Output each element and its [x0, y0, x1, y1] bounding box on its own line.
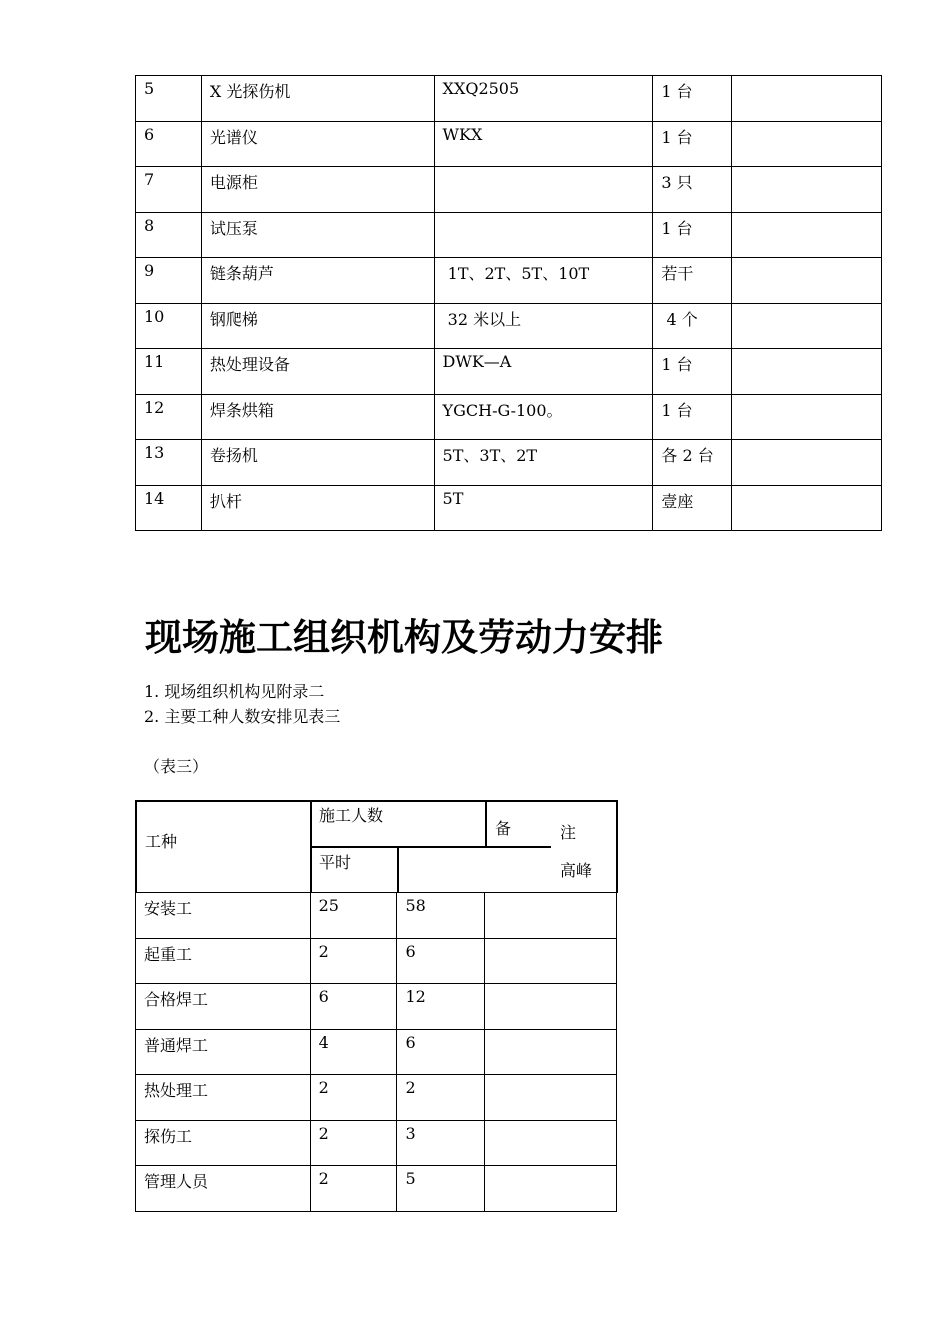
labor-remark-cell	[485, 1120, 617, 1166]
equipment-qty: 4 个	[661, 309, 698, 329]
equipment-qty-cell	[653, 440, 732, 486]
labor-table-header	[135, 800, 617, 893]
equipment-note-cell	[732, 258, 882, 304]
labor-trade-cell	[136, 1120, 311, 1166]
equipment-qty-cell	[653, 167, 732, 213]
equipment-name-cell	[201, 76, 434, 122]
equipment-model: 1T、2T、5T、10T	[442, 264, 590, 283]
labor-remark	[485, 1121, 616, 1124]
equipment-model-cell	[434, 76, 653, 122]
equipment-model-cell	[434, 303, 653, 349]
labor-peak-cell	[397, 1120, 485, 1166]
labor-normal-cell	[310, 1166, 397, 1212]
table-row	[136, 303, 882, 349]
labor-normal-cell	[310, 893, 397, 939]
table-row	[136, 167, 882, 213]
labor-remark	[485, 893, 616, 896]
equipment-note	[732, 258, 881, 261]
equipment-qty-cell	[653, 349, 732, 395]
equipment-note	[732, 395, 881, 398]
labor-trade-cell	[136, 984, 311, 1030]
equipment-name-cell	[201, 212, 434, 258]
equipment-name-cell	[201, 349, 434, 395]
equipment-name: 钢爬梯	[209, 309, 258, 329]
equipment-no-cell	[136, 440, 202, 486]
equipment-no: 11	[144, 352, 165, 371]
labor-normal-cell	[310, 1029, 397, 1075]
labor-normal-cell	[310, 1120, 397, 1166]
labor-normal: 4	[318, 1032, 329, 1052]
labor-trade: 普通焊工	[144, 1035, 209, 1055]
equipment-qty-cell	[653, 303, 732, 349]
labor-trade-cell	[136, 1166, 311, 1212]
equipment-model-cell	[434, 394, 653, 440]
labor-remark	[485, 1030, 616, 1033]
equipment-note-cell	[732, 394, 882, 440]
equipment-note-cell	[732, 121, 882, 167]
labor-remark-cell	[485, 984, 617, 1030]
equipment-model-cell	[434, 440, 653, 486]
equipment-qty: 1 台	[661, 218, 693, 238]
equipment-no-cell	[136, 167, 202, 213]
section-title: 现场施工组织机构及劳动力安排	[145, 616, 663, 659]
equipment-name-cell	[201, 440, 434, 486]
equipment-model	[435, 167, 653, 170]
labor-trade: 起重工	[144, 944, 193, 964]
equipment-no: 13	[144, 443, 165, 462]
labor-remark	[485, 984, 616, 987]
equipment-no: 5	[144, 79, 155, 98]
table-row	[136, 1029, 617, 1075]
labor-remark	[485, 1166, 616, 1169]
equipment-no: 8	[144, 215, 155, 235]
equipment-note	[732, 486, 881, 489]
equipment-qty: 3 只	[661, 173, 693, 192]
equipment-no-cell	[136, 394, 202, 440]
equipment-qty-cell	[653, 212, 732, 258]
equipment-no-cell	[136, 303, 202, 349]
header-trade: 工种	[145, 832, 178, 851]
equipment-model	[435, 213, 653, 216]
equipment-name-cell	[201, 303, 434, 349]
equipment-model-cell	[434, 349, 653, 395]
equipment-no-cell	[136, 76, 202, 122]
header-workers: 施工人数	[319, 806, 384, 825]
table-row	[136, 1166, 617, 1212]
equipment-note	[732, 213, 881, 216]
labor-trade-cell	[136, 938, 311, 984]
labor-normal-cell	[310, 1075, 397, 1121]
equipment-note-cell	[732, 167, 882, 213]
equipment-model: WKX	[442, 124, 483, 144]
header-peak: 高峰	[560, 861, 593, 880]
equipment-name-cell	[201, 121, 434, 167]
labor-normal: 25	[318, 896, 339, 915]
equipment-name-cell	[201, 258, 434, 304]
equipment-no: 9	[144, 261, 155, 280]
equipment-note-cell	[732, 485, 882, 531]
equipment-name: 电源柜	[209, 173, 258, 192]
equipment-model: XXQ2505	[442, 79, 520, 98]
equipment-qty: 1 台	[661, 355, 693, 374]
table-row	[136, 938, 617, 984]
labor-normal: 2	[318, 941, 329, 961]
labor-remark-cell	[485, 938, 617, 984]
equipment-note	[732, 167, 881, 170]
table-caption: （表三）	[144, 757, 209, 776]
equipment-note	[732, 76, 881, 79]
equipment-model: 5T、3T、2T	[442, 446, 538, 465]
equipment-qty-cell	[653, 258, 732, 304]
table-row	[136, 258, 882, 304]
equipment-qty-cell	[653, 485, 732, 531]
labor-remark-cell	[485, 1075, 617, 1121]
table-row	[136, 394, 882, 440]
equipment-no-cell	[136, 349, 202, 395]
labor-peak: 6	[405, 941, 416, 961]
equipment-table	[135, 75, 882, 531]
equipment-model: 32 米以上	[442, 309, 522, 329]
labor-remark	[485, 939, 616, 942]
equipment-model-cell	[434, 485, 653, 531]
table-row	[136, 349, 882, 395]
equipment-note	[732, 304, 881, 307]
equipment-model-cell	[434, 258, 653, 304]
labor-trade: 合格焊工	[144, 990, 209, 1009]
labor-normal: 2	[318, 1078, 329, 1097]
labor-peak: 12	[405, 987, 426, 1006]
labor-table-body	[136, 893, 617, 1212]
table-row	[136, 1120, 617, 1166]
equipment-no: 6	[144, 124, 155, 144]
equipment-note-cell	[732, 212, 882, 258]
labor-normal-cell	[310, 938, 397, 984]
labor-remark-cell	[485, 1029, 617, 1075]
labor-trade-cell	[136, 1029, 311, 1075]
equipment-no: 12	[144, 397, 165, 417]
labor-trade: 热处理工	[144, 1081, 209, 1100]
equipment-model-cell	[434, 121, 653, 167]
equipment-name: 卷扬机	[209, 446, 258, 465]
header-remark-1: 备	[495, 819, 512, 838]
equipment-qty-cell	[653, 121, 732, 167]
equipment-no-cell	[136, 258, 202, 304]
equipment-qty: 若干	[661, 264, 694, 283]
equipment-qty: 1 台	[661, 127, 693, 147]
labor-peak: 6	[405, 1032, 416, 1052]
equipment-name: 链条葫芦	[209, 264, 274, 283]
labor-peak-cell	[397, 893, 485, 939]
labor-peak-cell	[397, 1166, 485, 1212]
equipment-model-cell	[434, 212, 653, 258]
equipment-name-cell	[201, 485, 434, 531]
equipment-model: YGCH-G-100。	[442, 400, 563, 420]
section-item-2: 2. 主要工种人数安排见表三	[144, 707, 341, 726]
equipment-model-cell	[434, 167, 653, 213]
equipment-no: 7	[144, 170, 155, 189]
equipment-note-cell	[732, 440, 882, 486]
table-row	[136, 76, 882, 122]
table-row	[136, 212, 882, 258]
equipment-name-cell	[201, 394, 434, 440]
labor-peak-cell	[397, 984, 485, 1030]
equipment-qty: 各 2 台	[661, 446, 714, 465]
equipment-qty: 1 台	[661, 82, 693, 101]
labor-trade-cell	[136, 1075, 311, 1121]
equipment-note-cell	[732, 349, 882, 395]
section-item-1: 1. 现场组织机构见附录二	[144, 682, 325, 701]
equipment-name: 光谱仪	[209, 127, 258, 147]
labor-peak: 2	[405, 1078, 416, 1097]
equipment-no-cell	[136, 212, 202, 258]
equipment-note-cell	[732, 76, 882, 122]
equipment-note	[732, 122, 881, 125]
labor-trade: 管理人员	[144, 1172, 209, 1191]
equipment-model: DWK—A	[442, 352, 512, 371]
equipment-table-body	[136, 76, 882, 531]
equipment-note-cell	[732, 303, 882, 349]
equipment-no-cell	[136, 485, 202, 531]
labor-normal-cell	[310, 984, 397, 1030]
equipment-qty-cell	[653, 76, 732, 122]
labor-normal: 2	[318, 1123, 329, 1143]
equipment-name: 扒杆	[209, 491, 242, 511]
labor-peak-cell	[397, 938, 485, 984]
equipment-qty: 壹座	[661, 491, 694, 511]
equipment-no: 14	[144, 488, 165, 508]
equipment-qty: 1 台	[661, 400, 693, 420]
equipment-name-cell	[201, 167, 434, 213]
header-remark-2: 注	[560, 823, 577, 842]
equipment-note	[732, 440, 881, 443]
labor-trade-cell	[136, 893, 311, 939]
header-normal: 平时	[319, 853, 352, 872]
labor-peak: 3	[405, 1123, 416, 1143]
equipment-model: 5T	[442, 488, 464, 508]
equipment-no-cell	[136, 121, 202, 167]
table-row	[136, 984, 617, 1030]
table-row	[136, 121, 882, 167]
equipment-name: X 光探伤机	[209, 82, 291, 101]
table-row	[136, 485, 882, 531]
table-row	[136, 440, 882, 486]
equipment-name: 焊条烘箱	[209, 400, 274, 420]
labor-remark-cell	[485, 893, 617, 939]
labor-peak: 58	[405, 896, 426, 915]
labor-peak: 5	[405, 1169, 416, 1188]
labor-normal: 2	[318, 1169, 329, 1188]
labor-remark-cell	[485, 1166, 617, 1212]
equipment-note	[732, 349, 881, 352]
labor-peak-cell	[397, 1075, 485, 1121]
equipment-no: 10	[144, 306, 165, 326]
labor-trade: 安装工	[144, 899, 193, 918]
labor-normal: 6	[318, 987, 329, 1006]
equipment-name: 试压泵	[209, 218, 258, 238]
labor-table	[135, 892, 617, 1212]
labor-remark	[485, 1075, 616, 1078]
table-row	[136, 1075, 617, 1121]
labor-trade: 探伤工	[144, 1126, 193, 1146]
equipment-name: 热处理设备	[209, 355, 290, 374]
labor-peak-cell	[397, 1029, 485, 1075]
equipment-qty-cell	[653, 394, 732, 440]
table-row	[136, 893, 617, 939]
